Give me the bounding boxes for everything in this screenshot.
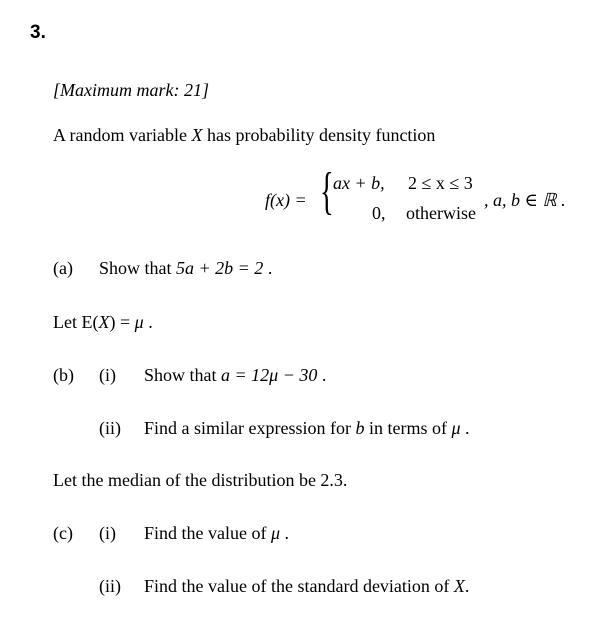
part-c-i-text: [144, 523, 289, 544]
part-b-ii-text-mid: in terms of: [364, 418, 452, 438]
part-b-ii-variable: b: [355, 418, 365, 438]
part-c-i-text-post: .: [280, 523, 290, 543]
pdf-domain-note: , a, b ∈ ℝ .: [484, 190, 566, 210]
part-c-ii-variable: X: [453, 576, 465, 596]
part-c-ii-text-post: .: [464, 576, 470, 596]
intro-variable: X: [191, 125, 203, 145]
part-c-label: (c): [53, 523, 73, 543]
median-statement: Let the median of the distribution be 2.3.: [53, 470, 348, 490]
part-b-i-text-pre: Show that: [144, 365, 222, 385]
part-b-i-label: (i): [99, 365, 116, 385]
part-c-i-text-pre: Find the value of: [144, 523, 271, 543]
pdf-lhs: f(x) =: [265, 190, 307, 210]
pdf-case2-expression: 0,: [372, 203, 386, 223]
part-a-text-post: .: [263, 258, 273, 278]
intro-statement: [53, 125, 435, 146]
part-b-i-math: a = 12μ − 30: [221, 365, 318, 385]
part-b-ii-mu: μ: [451, 418, 461, 438]
part-c-ii-text-pre: Find the value of the standard deviation of: [144, 576, 454, 596]
pdf-case1-expression: ax + b,: [333, 173, 385, 193]
part-b-ii-text-pre: Find a similar expression for: [144, 418, 356, 438]
let-mean-mu: μ: [134, 312, 144, 332]
part-c-ii-label: (ii): [99, 576, 121, 596]
intro-text-pre: A random variable: [53, 125, 192, 145]
part-a-math: 5a + 2b = 2: [176, 258, 264, 278]
intro-text-post: has probability density function: [202, 125, 436, 145]
part-c-ii-text: [144, 576, 469, 597]
let-mean-statement: [53, 312, 153, 333]
part-c-i-label: (i): [99, 523, 116, 543]
part-b-i-text-post: .: [317, 365, 327, 385]
part-a-text-pre: Show that: [99, 258, 177, 278]
pdf-case1-condition: 2 ≤ x ≤ 3: [408, 173, 473, 193]
part-b-ii-label: (ii): [99, 418, 121, 438]
part-b-label: (b): [53, 365, 74, 385]
part-a-text: [99, 258, 272, 279]
part-c-i-mu: μ: [270, 523, 281, 543]
let-mean-mid: ) =: [109, 312, 135, 332]
let-mean-variable: X: [98, 312, 110, 332]
part-b-i-text: [144, 365, 326, 386]
piecewise-brace: {: [320, 163, 334, 220]
question-number: 3.: [30, 22, 46, 43]
pdf-case2-condition: otherwise: [406, 203, 476, 223]
part-b-ii-text-post: .: [460, 418, 470, 438]
let-mean-post: .: [143, 312, 153, 332]
part-a-label: (a): [53, 258, 73, 278]
let-mean-pre: Let E(: [53, 312, 99, 332]
maximum-mark: [Maximum mark: 21]: [53, 80, 209, 100]
part-b-ii-text: [144, 418, 470, 439]
